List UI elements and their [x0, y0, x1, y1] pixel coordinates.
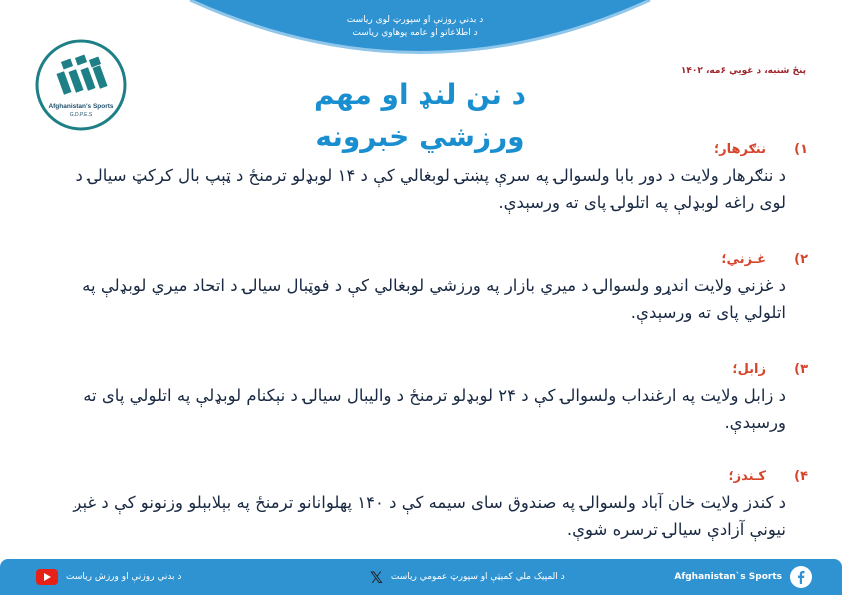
news-text: د ننګرهار ولایت د دور بابا ولسوالۍ په سرې پښتۍ لوبغالي کې د ۱۴ لوبډلو ترمنځ د ټېپ بال کرکټ سیالۍ د لوی راغه لوبډلې په اتلولۍ پای ته ورسېدې. — [75, 166, 786, 212]
news-item — [40, 465, 808, 543]
news-item — [40, 358, 808, 436]
news-heading — [40, 138, 808, 160]
facebook-icon — [790, 566, 812, 588]
page-title-line-1: د نن لنډ او مهم — [314, 78, 526, 111]
news-place: کـندز؛ — [728, 468, 766, 484]
page-title-line-2: ورزشي خبرونه — [315, 120, 525, 153]
org-line-2: د اطلاعاتو او عامه پوهاوي ریاست — [352, 28, 478, 38]
news-number: ۱) — [794, 141, 808, 157]
facebook-label: Afghanistan`s Sports — [674, 572, 782, 582]
x-icon: 𝕏 — [370, 567, 383, 587]
sports-logo — [34, 38, 128, 132]
date-label: پنځ شنبه، د غویي ۶مه، ۱۴۰۲ — [680, 66, 806, 76]
logo-caption-2: G.D.P.E.S — [69, 112, 93, 118]
news-place: ننګرهار؛ — [713, 141, 766, 157]
facebook-link[interactable] — [674, 559, 812, 595]
news-number: ۴) — [794, 468, 808, 484]
x-label: د المپیک ملي کمېټې او سپورټ عمومي ریاست — [390, 572, 565, 582]
news-place: غـزني؛ — [721, 251, 766, 267]
news-number: ۲) — [794, 251, 808, 267]
youtube-label: د بدني روزنې او ورزش ریاست — [66, 572, 182, 582]
news-text: د کندز ولایت خان آباد ولسوالۍ په صندوق سای سیمه کې د ۱۴۰ پهلوانانو ترمنځ په بېلابېلو وزنونو کې د غېږ نیونې آزادې سیالۍ ترسره شوې. — [73, 493, 786, 539]
organization-header — [310, 14, 520, 40]
news-text: د غزني ولایت اندړو ولسوالۍ د میري بازار په ورزشي لوبغالي کې د فوټبال سیالۍ د اتحاد میري لوبډلې په اتلولي پای ته ورسېدې. — [82, 276, 786, 322]
news-item — [40, 138, 808, 216]
org-line-1: د بدني روزنې او سپورټ لوی ریاست — [346, 15, 484, 25]
news-heading — [40, 248, 808, 270]
footer-bar — [0, 559, 842, 595]
news-heading — [40, 465, 808, 487]
logo-caption-1: Afghanistan's Sports — [48, 103, 114, 110]
youtube-icon — [36, 569, 58, 585]
youtube-link[interactable] — [36, 559, 181, 595]
news-place: زابل؛ — [732, 361, 766, 377]
news-number: ۳) — [794, 361, 808, 377]
x-link[interactable] — [370, 559, 565, 595]
news-item — [40, 248, 808, 326]
news-heading — [40, 358, 808, 380]
news-text: د زابل ولایت په ارغنداب ولسوالۍ کې د ۲۴ لوبډلو ترمنځ د والیبال سیالۍ د نېکنام لوبډلې په اتلولي پای ته ورسېدې. — [83, 386, 786, 432]
